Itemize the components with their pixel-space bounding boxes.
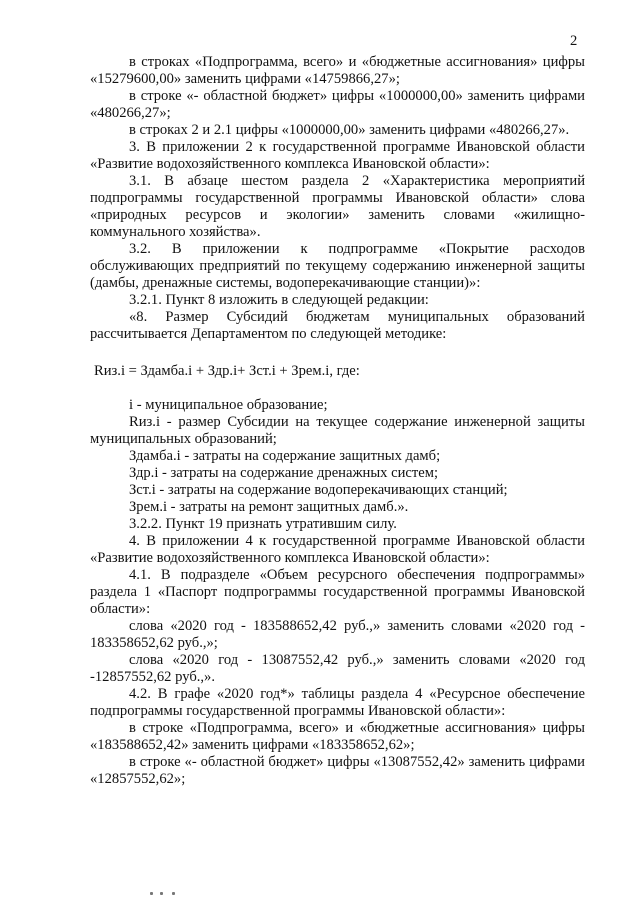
paragraph: 3. В приложении 2 к государственной программе Ивановской области «Развитие водохозяйственного комплекса Ивановской области»: (90, 139, 585, 172)
paragraph: в строке «Подпрограмма, всего» и «бюджетные ассигнования» цифры «183588652,42» заменить цифрами «183358652,62»; (90, 720, 585, 753)
paragraph: слова «2020 год - 13087552,42 руб.,» заменить словами «2020 год -12857552,62 руб.,». (90, 652, 585, 685)
paragraph: в строке «- областной бюджет» цифры «1000000,00» заменить цифрами «480266,27»; (90, 88, 585, 121)
page-number: 2 (570, 33, 578, 49)
paragraph: в строках 2 и 2.1 цифры «1000000,00» заменить цифрами «480266,27». (129, 122, 570, 138)
paragraph: 4. В приложении 4 к государственной программе Ивановской области «Развитие водохозяйственного комплекса Ивановской области»: (90, 533, 585, 566)
paragraph: 3.1. В абзаце шестом раздела 2 «Характеристика мероприятий подпрограммы государственной программы Ивановской области» слова «природных ресурсов и экологии» заменить словами «жилищно-коммунального хозяйства». (90, 173, 585, 240)
spacer (90, 343, 585, 363)
paragraph: 4.2. В графе «2020 год*» таблицы раздела 4 «Ресурсное обеспечение подпрограммы государственной программы Ивановской области»: (90, 686, 585, 719)
paragraph: слова «2020 год - 183588652,42 руб.,» заменить словами «2020 год - 183358652,62 руб.,»; (90, 618, 585, 651)
paragraph: 3.2. В приложении к подпрограмме «Покрытие расходов обслуживающих предприятий по текущему содержанию инженерной защиты (дамбы, дренажные системы, водоперекачивающие станции)»: (90, 241, 585, 291)
definition: Зст.i - затраты на содержание водоперекачивающих станций; (129, 482, 508, 498)
paragraph: 3.2.1. Пункт 8 изложить в следующей редакции: (129, 292, 429, 308)
paragraph: в строке «- областной бюджет» цифры «13087552,42» заменить цифрами «12857552,62»; (90, 754, 585, 787)
definition: i - муниципальное образование; (129, 397, 328, 413)
document-body (90, 54, 585, 788)
paragraph: 3.2.2. Пункт 19 признать утратившим силу. (129, 516, 397, 532)
definition: Здамба.i - затраты на содержание защитных дамб; (129, 448, 441, 464)
spacer (90, 380, 585, 397)
paragraph: «8. Размер Субсидий бюджетам муниципальных образований рассчитывается Департаментом по следующей методике: (90, 309, 585, 342)
paragraph: 4.1. В подразделе «Объем ресурсного обеспечения подпрограммы» раздела 1 «Паспорт подпрограммы государственной программы Ивановской области»: (90, 567, 585, 617)
definition: Rиз.i - размер Субсидии на текущее содержание инженерной защиты муниципальных образований; (90, 414, 585, 447)
scan-artifact (150, 892, 190, 896)
definition: Здр.i - затраты на содержание дренажных систем; (129, 465, 439, 481)
formula: Rиз.i = Здамба.i + Здр.i+ Зст.i + Зрем.i, где: (94, 363, 360, 379)
paragraph: в строках «Подпрограмма, всего» и «бюджетные ассигнования» цифры «15279600,00» заменить цифрами «14759866,27»; (90, 54, 585, 87)
definition: Зрем.i - затраты на ремонт защитных дамб.». (129, 499, 409, 515)
